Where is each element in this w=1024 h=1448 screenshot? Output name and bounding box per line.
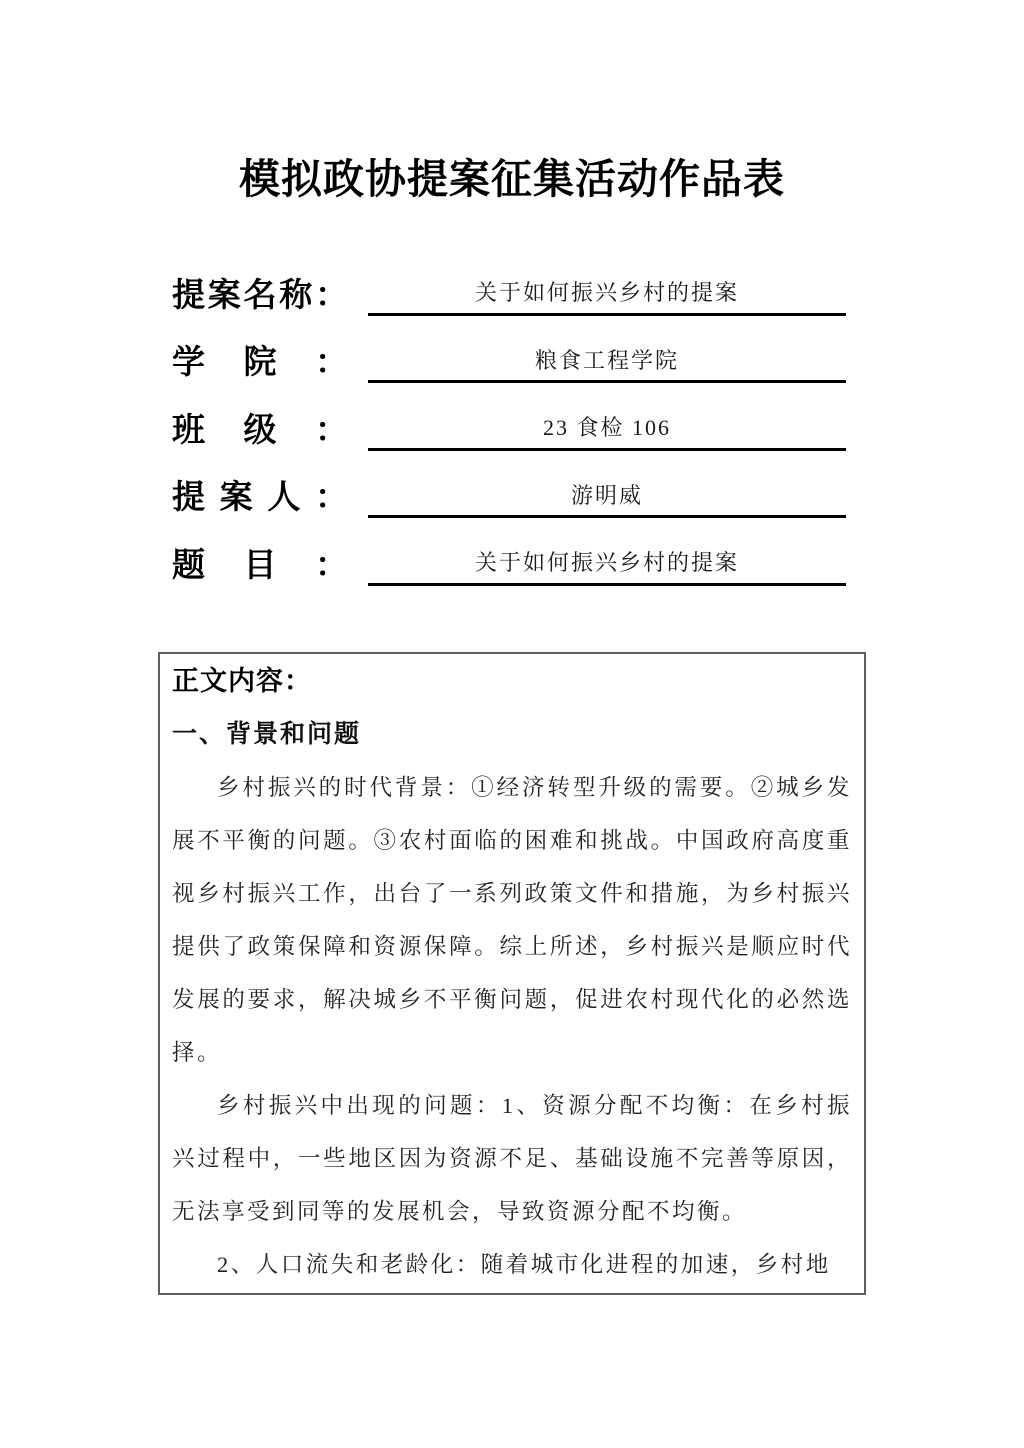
- field-row-proposer: [172, 451, 852, 519]
- proposal-form: [172, 248, 852, 586]
- field-row-class: [172, 383, 852, 451]
- proposal-name-label: 提案名称：: [172, 275, 348, 313]
- field-row-topic: [172, 518, 852, 586]
- section-heading-background-and-problems: 一、背景和问题: [172, 720, 362, 748]
- main-content-box: [158, 652, 866, 1295]
- topic-label: 题目：: [172, 545, 348, 583]
- body-paragraph: 乡村振兴中出现的问题：1、资源分配不均衡：在乡村振兴过程中，一些地区因为资源不足、基础设施不完善等原因，无法享受到同等的发展机会，导致资源分配不均衡。: [172, 1093, 852, 1224]
- content-heading: 正文内容：: [172, 666, 312, 696]
- body-paragraph: 乡村振兴的时代背景：①经济转型升级的需要。②城乡发展不平衡的问题。③农村面临的困难和挑战。中国政府高度重视乡村振兴工作，出台了一系列政策文件和措施，为乡村振兴提供了政策保障和资源保障。综上所述，乡村振兴是顺应时代发展的要求，解决城乡不平衡问题，促进农村现代化的必然选择。: [172, 775, 852, 1065]
- proposer-label: 提案人：: [172, 478, 348, 516]
- field-row-proposal-name: [172, 248, 852, 316]
- class-value-underline: 23 食检 106: [368, 416, 846, 450]
- college-value-underline: 粮食工程学院: [368, 349, 846, 383]
- content-body: [172, 761, 852, 1291]
- proposal-name-value-underline: 关于如何振兴乡村的提案: [368, 281, 846, 315]
- topic-value-underline: 关于如何振兴乡村的提案: [368, 551, 846, 585]
- proposer-value-underline: 游明威: [368, 484, 846, 518]
- body-paragraph: 2、人口流失和老龄化：随着城市化进程的加速，乡村地: [217, 1252, 831, 1277]
- class-label: 班级：: [172, 410, 348, 448]
- page-title: 模拟政协提案征集活动作品表: [239, 156, 785, 202]
- field-row-college: [172, 316, 852, 384]
- college-label: 学院：: [172, 343, 348, 381]
